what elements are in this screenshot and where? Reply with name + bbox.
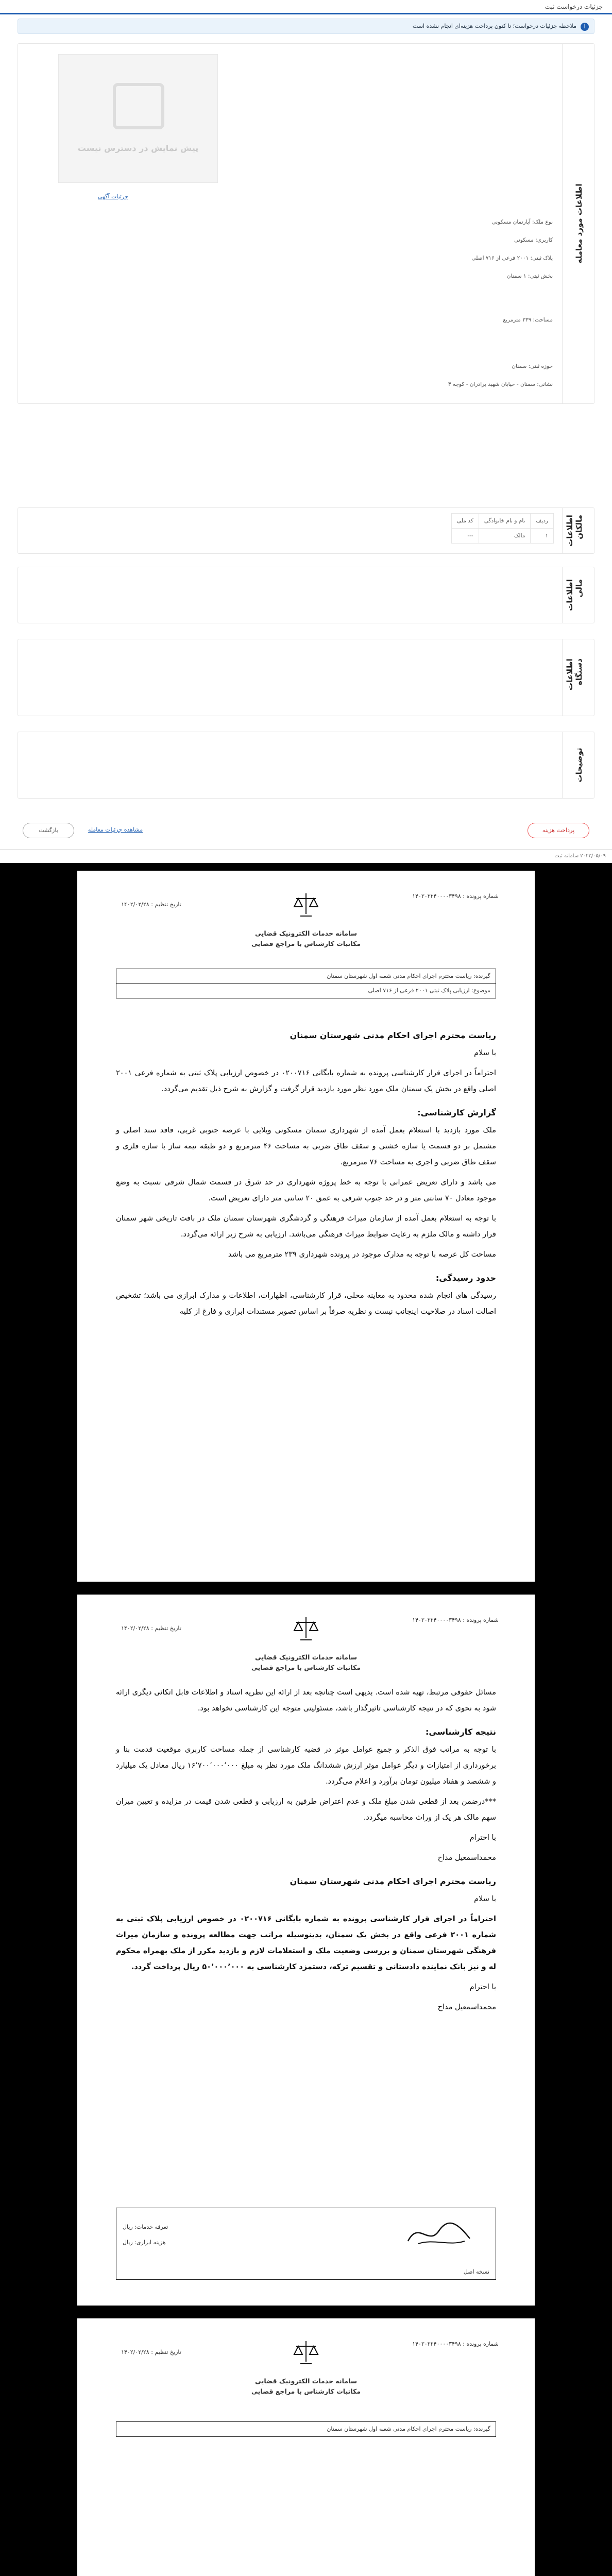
report-paragraph: مساحت کل عرصه با توجه به مدارک موجود در پرونده شهرداری ۲۳۹ مترمربع می باشد <box>228 1250 496 1259</box>
property-row: نوع ملک: آپارتمان مسکونی <box>491 219 553 225</box>
signature-image <box>403 2215 475 2251</box>
report-title: ریاست محترم اجرای احکام مدنی شهرستان سمنان <box>290 1876 496 1886</box>
info-icon: i <box>581 23 589 31</box>
pay-button[interactable]: پرداخت هزینه <box>528 823 589 838</box>
info-alert <box>18 19 594 34</box>
report-page <box>77 2318 535 2576</box>
property-row: کاربری: مسکونی <box>514 237 553 243</box>
table-cell: مالک <box>479 529 531 544</box>
property-row: پلاک ثبتی: ۲۰۰۱ فرعی از ۷۱۶ اصلی <box>471 255 553 261</box>
signature-caption: نسخه اصل <box>463 2268 489 2275</box>
report-header <box>77 2329 535 2406</box>
table-header-cell: ردیف <box>531 514 554 529</box>
report-date: تاریخ تنظیم : ۱۴۰۲/۰۲/۲۸ <box>121 1625 181 1632</box>
signoff: با احترام <box>469 1983 496 1991</box>
table-cell: --- <box>452 529 479 544</box>
signature-box <box>116 2208 496 2280</box>
fee-label: تعرفه خدمات: ریال <box>123 2224 168 2230</box>
listing-details-link[interactable]: جزئیات آگهی <box>98 193 128 200</box>
report-body <box>116 1685 496 2020</box>
status-bar <box>0 849 612 863</box>
report-page <box>77 871 535 1582</box>
property-row: حوزه ثبتی: سمنان <box>512 363 553 369</box>
device-section-title: اطلاعات دستگاه <box>562 639 594 716</box>
page-header <box>0 0 612 14</box>
cost-label: هزینه ابزاری: ریال <box>123 2239 166 2246</box>
office-title: سامانه خدمات الکترونیک قضایی مکاتبات کارشناس با مراجع قضایی <box>251 2377 361 2395</box>
notes-section-title: توضیحات <box>562 732 594 798</box>
report-paragraph: می باشد و دارای تعریض عمرانی با توجه به خط پروژه شهرداری در حد شرق در قسمت شمال شرقی نسبت به وضع موجود معادل ۷۰ سانتی متر و در حد جنوب شرقی به عمق ۲۰ سانتی متر دارای تعریض است. <box>116 1178 496 1202</box>
report-header <box>77 881 535 958</box>
property-row: نشانی: سمنان - خیابان شهید برادران - کوچه ۳ <box>448 381 553 387</box>
device-section <box>18 639 594 716</box>
financial-section <box>18 567 594 623</box>
no-image-text: پیش نمایش در دسترس نیست <box>77 143 199 153</box>
table-header-row <box>452 514 554 529</box>
report-body <box>116 1020 496 1324</box>
expert-name: محمداسمعیل مداح <box>437 1854 496 1862</box>
judiciary-emblem <box>293 890 319 921</box>
signoff: با احترام <box>469 1834 496 1842</box>
report-paragraph: احتراماً در اجرای قرار کارشناسی پرونده به شماره بایگانی ۰۲۰۰۷۱۶ در خصوص ارزیابی پلاک ثبتی به شماره فرعی ۲۰۰۱ اصلی واقع در بخش یک سمنان ملک مورد نظر مورد بازدید قرار گرفت و گزارش به شرح ذیل تقدیم می‌گردد. <box>116 1069 496 1093</box>
notes-section <box>18 732 594 799</box>
report-paragraph: با توجه به مراتب فوق الذکر و جمیع عوامل موثر در قضیه کارشناسی از جمله مساحت کاربری موقعیت قدمت بنا و برخورداری از امتیازات و دیگر عوامل موثر ارزش ششدانگ ملک مورد نظر به مبلغ ۱۶٬۷۰۰٬۰۰۰٬۰۰۰ ریال معادل یک میلیارد و ششصد و هفتاد میلیون تومان برآورد و اعلام می‌گردد. <box>116 1745 496 1786</box>
detail-page <box>0 0 612 863</box>
report-paragraph: با توجه به استعلام بعمل آمده از سازمان میراث فرهنگی و گردشگری شهرستان سمنان ملک در بافت تاریخی شهر سمنان قرار داشته و مالک ملزم به رعایت ضوابط میراث فرهنگی می‌باشد. ارزیابی به شرح زیر ارائه می‌گردد. <box>116 1214 496 1239</box>
table-header-cell: نام و نام خانوادگی <box>479 514 531 529</box>
owners-table <box>451 513 554 544</box>
status-text: ۲۰۲۳/۰۵/۰۹ سامانه ثبت <box>554 853 606 859</box>
page-title: جزئیات درخواست ثبت <box>545 3 603 10</box>
expert-name: محمداسمعیل مداح <box>437 2003 496 2011</box>
report-page <box>77 1595 535 2306</box>
financial-section-title: اطلاعات مالی <box>562 567 594 623</box>
report-paragraph: ***درضمن بعد از قطعی شدن مبلغ ملک و عدم اعتراض طرفین به ارزیابی و قطعی شدن قیمت در مزایده و تعیین میزان سهم مالک هر یک از وراث محاسبه میگردد. <box>116 1798 496 1822</box>
recipient-row: گیرنده: ریاست محترم اجرای احکام مدنی شعبه اول شهرستان سمنان <box>327 2426 490 2432</box>
report-heading: نتیجه کارشناسی: <box>426 1727 496 1737</box>
report-date: تاریخ تنظیم : ۱۴۰۲/۰۲/۲۸ <box>121 901 181 908</box>
report-greeting: با سلام <box>474 1895 496 1903</box>
view-details-button[interactable]: مشاهده جزئیات معامله <box>88 826 143 833</box>
report-meta-table <box>116 2421 496 2437</box>
image-icon <box>113 83 164 129</box>
report-paragraph: ملک مورد بازدید با استعلام بعمل آمده از شهرداری سمنان مسکونی ویلایی با عرصه جنوبی غربی، فاقد سند اصلی و مشتمل بر دو قسمت یا سازه خشتی و سقف طاق ضربی به مساحت ۴۶ مترمربع و دو طبقه نیمه ساز با سازه فلزی و سقف طاق ضربی و اجری به مساحت ۷۶ مترمربع. <box>116 1126 496 1166</box>
report-meta-table <box>116 969 496 998</box>
alert-text: ملاحظه جزئیات درخواست؛ تا کنون پرداخت هزینه‌ای انجام نشده است <box>413 23 576 29</box>
judiciary-emblem <box>293 1614 319 1645</box>
report-title: ریاست محترم اجرای احکام مدنی شهرستان سمنان <box>290 1030 496 1040</box>
subject-row: موضوع: ارزیابی پلاک ثبتی ۲۰۰۱ فرعی از ۷۱۶ اصلی <box>368 987 490 994</box>
recipient-row: گیرنده: ریاست محترم اجرای احکام مدنی شعبه اول شهرستان سمنان <box>116 969 496 984</box>
action-bar <box>18 817 594 842</box>
property-row: بخش ثبتی: ۱ سمنان <box>506 273 553 279</box>
report-header <box>77 1605 535 1682</box>
property-row: مساحت: ۲۳۹ مترمربع <box>503 317 553 323</box>
table-cell: ۱ <box>531 529 554 544</box>
report-heading: گزارش کارشناسی: <box>417 1108 496 1117</box>
report-heading: حدود رسیدگی: <box>435 1273 496 1283</box>
no-image-placeholder <box>58 54 218 183</box>
report-number: شماره پرونده : ۱۴۰۲۰۲۲۴۰۰۰۰۳۴۹۸ <box>412 1617 499 1623</box>
report-paragraph: مسائل حقوقی مرتبط، تهیه شده است. بدیهی است چنانچه بعد از ارائه این نظریه اسناد و اطلاعات قابل اتکائی دیگری ارائه شود به نحوی که در نتیجه کارشناسی تاثیرگذار باشد، مسئولیتی متوجه این کارشناسی نخواهد بود. <box>116 1688 496 1713</box>
owners-section <box>18 507 594 554</box>
property-section-title: اطلاعات مورد معامله <box>562 44 594 403</box>
report-paragraph: رسیدگی های انجام شده محدود به معاینه محلی، قرار کارشناسی، اظهارات، اطلاعات و مدارک ابرازی می باشد؛ تشخیص اصالت اسناد در صلاحیت اینجانب نیست و نظریه صرفاً بر اساس تصویر مستندات ابرازی و فارغ از کلیه <box>116 1292 496 1316</box>
table-row <box>452 529 554 544</box>
report-greeting: با سلام <box>474 1049 496 1057</box>
property-section <box>18 43 594 404</box>
report-number: شماره پرونده : ۱۴۰۲۰۲۲۴۰۰۰۰۳۴۹۸ <box>412 893 499 900</box>
report-number: شماره پرونده : ۱۴۰۲۰۲۲۴۰۰۰۰۳۴۹۸ <box>412 2341 499 2347</box>
office-title: سامانه خدمات الکترونیک قضایی مکاتبات کارشناس با مراجع قضایی <box>251 929 361 947</box>
judiciary-emblem <box>293 2338 319 2369</box>
report-paragraph: احتراماً در اجرای قرار کارشناسی پرونده به شماره بایگانی ۰۲۰۰۷۱۶ در خصوص ارزیابی پلاک ثبتی به شماره ۲۰۰۱ فرعی واقع در بخش یک سمنان، بدینوسیله مراتب جهت مطالعه پرونده و سازمان میراث فرهنگی شهرستان سمنان و بررسی وضعیت ملک و استعلامات لازم و بازدید مکرر از ملک بهمراه محکوم له و نیز بانک نماینده دادستانی و تقسیم ترکه، دستمزد کارشناسی به ۵۰٬۰۰۰٬۰۰۰ ریال پرداخت گردد. <box>116 1915 496 1971</box>
owners-section-title: اطلاعات مالکان <box>562 508 594 553</box>
back-button[interactable]: بازگشت <box>23 823 74 838</box>
report-date: تاریخ تنظیم : ۱۴۰۲/۰۲/۲۸ <box>121 2349 181 2355</box>
office-title: سامانه خدمات الکترونیک قضایی مکاتبات کارشناس با مراجع قضایی <box>251 1653 361 1671</box>
table-header-cell: کد ملی <box>452 514 479 529</box>
